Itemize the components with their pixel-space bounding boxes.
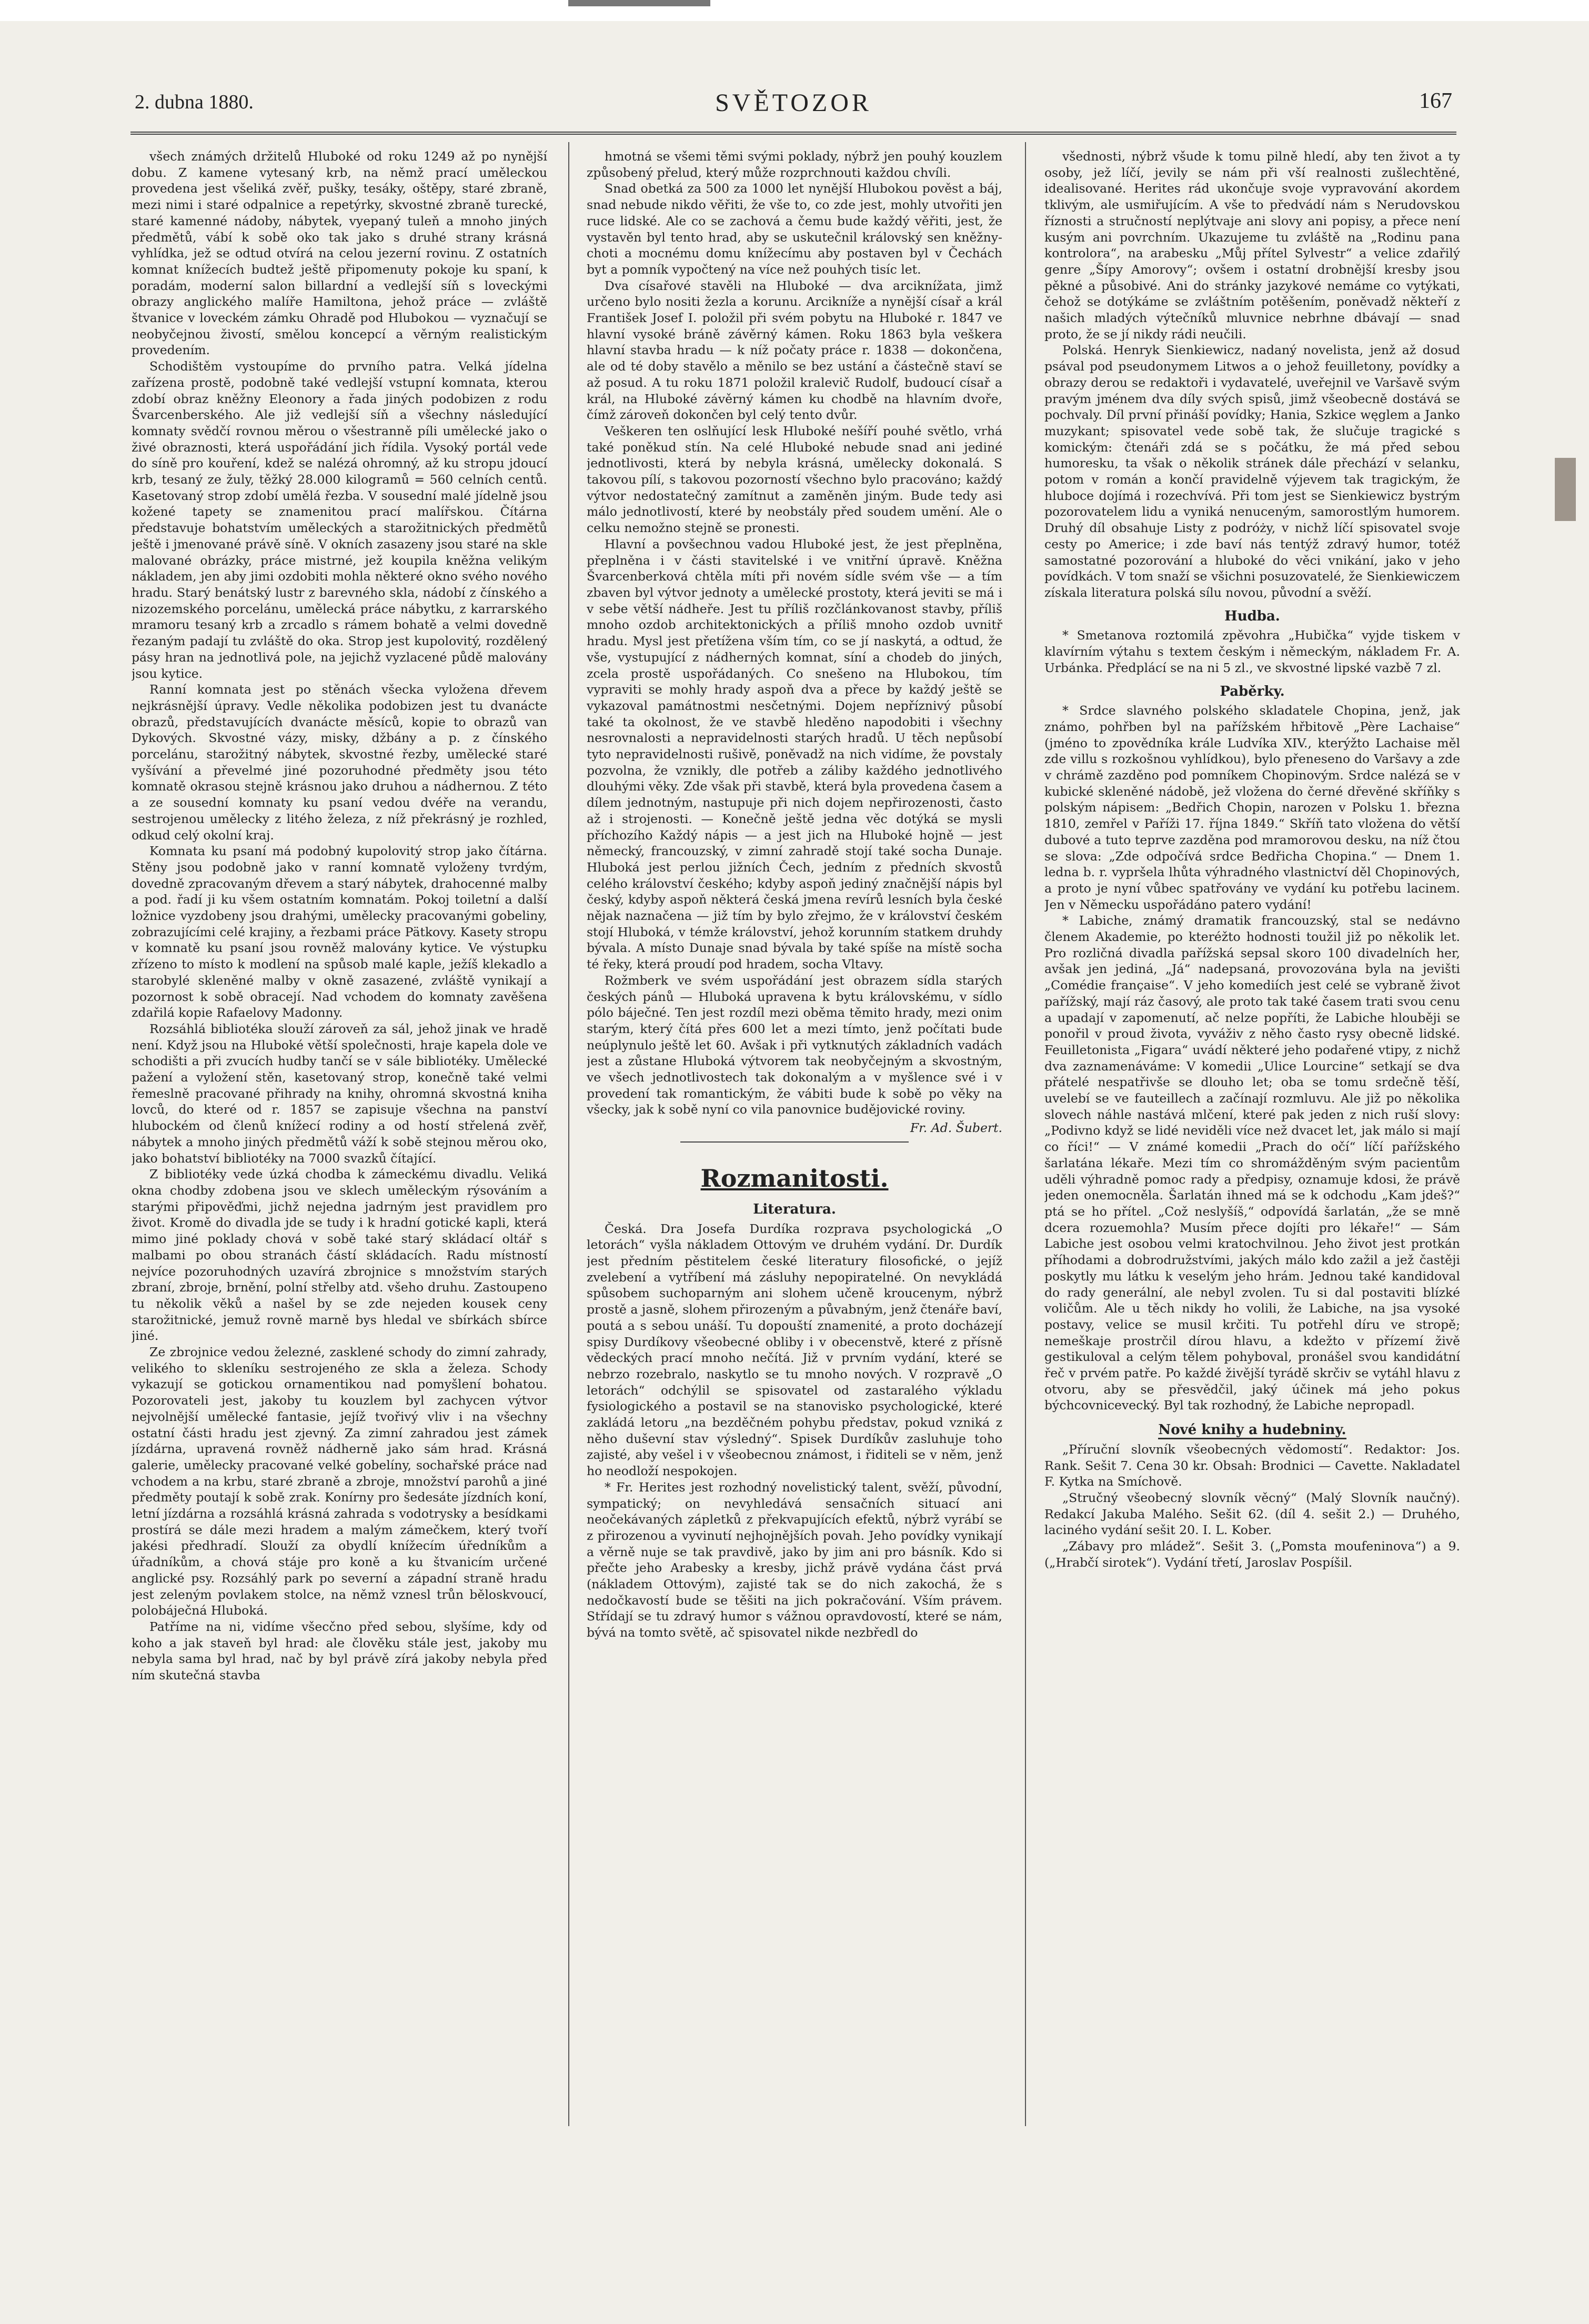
subsection-heading-nove-knihy	[1044, 1422, 1460, 1438]
article-paragraph: Patříme na ni, vidíme všecčno před sebou, slyšíme, kdy od koho a jak staveň byl hrad: ale člověku stále jest, jakoby mu nebyla sama byl hrad, nač by byl právě zírá jakoby nebyla před ním skutečná stavba	[132, 1619, 547, 1683]
column-rule-2	[1025, 142, 1026, 2126]
article-paragraph: Rozsáhlá bibliotéka slouží zároveň za sál, jehož jinak ve hradě není. Když jsou na Hluboké větší společnosti, hraje kapela dole ve schodišti a při zvucích hudby tančí se v sále bibliotéky. Umělecké pažení a vyložení stěn, kasetovaný strop, konečně také velmi řemeslně pracované přihrady na knihy, ohromná skvostná kniha lovců, do které od r. 1857 se zapisuje všechna na panství hlubockém od členů knížecí rodiny a od hostí střelená zvěř, nábytek a mnoho jiných předmětů váží k sobě stejnou měrou oko, jako bohatství bibliotéky na 7000 svazků čítající.	[132, 1021, 547, 1166]
article-paragraph: Z bibliotéky vede úzká chodba k zámeckému divadlu. Veliká okna chodby zdobena jsou ve sklech uměleckým rýsováním a starými připověďmi, jichž nejedna jadrným jest pravidlem pro život. Kromě do divadla jde se tudy i k hradní gotické kapli, která mimo jiné poklady chová v sobě také starý skládací oltář s malbami po obou stranách částí skládacích. Radu místností nejvíce pozoruhodných uzavírá zbrojnice s množstvím starých zbraní, zbroje, brnění, polní střelby atd. všeho druhu. Zastoupeno tu několik věků a našel by se zde nejeden kousek ceny starožitnické, jemuž rovně marně bys hledal ve sbírkách sbírce jiné.	[132, 1167, 547, 1344]
section-divider	[680, 1141, 909, 1143]
article-paragraph: všech známých držitelů Hluboké od roku 1249 až po nynější dobu. Z kamene vytesaný krb, na němž prací uměleckou provedena jest všeliká zvěř, pušky, tesáky, oštěpy, staré zbraně, mezi nimi i staré odpalnice a repetýrky, skvostné zbraně turecké, staré kamenné nádoby, nábytek, vyepaný tuleň a mnoho jiných předmětů, vábí k sobě oko tak jako s druhé strany krásná vyhlídka, jež se odtud otvírá na celou jezerní rovinu. Z ostatních komnat knížecích budtež ještě připomenuty pokoje ku spaní, k poradám, moderní salon billardní a vedlejší síň s loveckými obrazy anglického malíře Hamiltona, jehož práce — zvláště štvanice v loveckém zámku Ohradě pod Hlubokou — vyznačují se neobyčejnou živostí, smělou koncepcí a věrným realistickým provedením.	[132, 149, 547, 358]
article-paragraph: Komnata ku psaní má podobný kupolovitý strop jako čítárna. Stěny jsou podobně jako v ranní komnatě vyloženy tvrdým, dovedně zpracovaným dřevem a starý nábytek, drahocenné malby a pod. řadí ji ku všem ostatním komnatám. Pokoj toiletní a další ložnice vyzdobeny jsou drahými, umělecky pracovanými gobeliny, zobrazujícími celé krajiny, a řezbami práce Pätkovy. Kasety stropu v komnatě ku psaní jsou rovněž malovány kytice. Ve výstupku zřízeno to místo k modlení na spůsob malé kaple, ježíš klekadlo a starobylé skleněné malby v okně zasazené, zvláště vynikají a pozornost k sobě obracejí. Nad vchodem do komnaty zavěšena zdařilá kopie Rafaelovy Madonny.	[132, 844, 547, 1020]
book-item: „Stručný všeobecný slovník věcný“ (Malý Slovník naučný). Redakcí Jakuba Malého. Sešit 62. (díl 4. sešit 2.) — Druhého, laciného vydání sešit 20. I. L. Kober.	[1044, 1490, 1460, 1538]
nove-knihy-heading-text: Nové knihy a hudebniny.	[1158, 1422, 1346, 1439]
news-item: Česká. Dra Josefa Durdíka rozprava psychologická „O letorách“ vyšla nákladem Ottovým ve druhém vydání. Dr. Durdík jest předním pěstitelem české literatury filosofické, o jejíž zvelebení a vytříbení má zásluhy nepopiratelné. On nevykládá spůsobem suchoparným ani slohem učeně kroucenym, nýbrž prostě a jasně, slohem přirozeným a půvabným, jenž čtenáře baví, poutá a s sebou unáší. Tu dopouští znamenité, a proto docházejí spisy Durdíkovy všeobecné obliby i v obecenstvě, které z přísně vědeckých prací mnoho nečítá. Již v prvním vydání, které se nebrzo rozebralo, naskytlo se tu mnoho nových. V rozpravě „O letorách“ odchýlil se spisovatel od zastaralého výkladu fysiologického a postavil se na stanovisko psychologické, které zakládá letoru „na bezděčném pohybu představ, pokud vzniká z něho duševní stav výsledný“. Spisek Durdíkův zasluhuje toho zajisté, aby vešel i v všeobecnou známost, i řiditeli se v něm, jenž ho neodloží nespokojen.	[587, 1221, 1002, 1479]
article-paragraph: Schodištěm vystoupíme do prvního patra. Velká jídelna zařízena prostě, podobně také vedlejší vstupní komnata, kterou zdobí obraz kněžny Eleonory a řada jiných podobizen z rodu Švarcenberského. Ale již vedlejší síň a všechny následující komnaty svědčí rovnou měrou o všestranně píli umělecké jako o živé obraznosti, která uspořádání jich řídila. Vysoký portál vede do síně pro kouření, kdež se nalézá ohromný, až ku stropu jdoucí krb, tesaný ze žuly, těžký 28.000 kilogramů = 560 celních centů. Kasetovaný strop zdobí umělá řezba. V sousední malé jídelně jsou kožené tapety se znamenitou prací malířskou. Čítárna představuje bohatstvím uměleckých a starožitnických předmětů ještě i jmenované právě síně. V okních zasazeny jsou staré na skle malované obrázky, práce mistrné, jež koupila kněžna velikým nákladem, jen aby jimi ozdobiti mohla některé okno svého nového hradu. Starý benátský lustr z barevného skla, nádobí z čínského a nizozemského porcelánu, umělecká práce nábytku, z karrarského mramoru tesaný krb a zrcadlo s rámem bohatě a velmi dovedně řezaným padají tu zvláště do oka. Strop jest kupolovitý, rozdělený pásy hran na jednotlivá pole, na jejichž vyzlacené půdě malovány jsou kytice.	[132, 359, 547, 681]
article-paragraph: Hlavní a povšechnou vadou Hluboké jest, že jest přeplněna, přeplněna i v části stavitelské i ve vnitřní úpravě. Kněžna Švarcenberková chtěla míti při novém sídle svém vše — a tím zbaven byl výtvor jednoty a umělecké prostoty, která jeviti se má i v sebe větší nádheře. Jest tu příliš rozčlánkovanost stavby, příliš mnoho ozdob architektonických a příliš mnoho ozdob uvnitř hradu. Mysl jest přetížena vším tím, co se jí naskytá, a odtud, že vše, vystupující z nádherných komnat, síní a chodeb do jiných, zcela prostě uspořádaných. Co snešeno na Hlubokou, tím vypraviti se mohly hrady aspoň dva a přece by každý ještě se vykazoval památnostmi nesčetnými. Dojem nepříznivý působí také ta okolnost, že ve stavbě hleděno napodobiti i všechny nesrovnalosti a nepravidelnosti starých hradů. U těch nepůsobí tyto nepravidelnosti rušivě, poněvadž na nich vidíme, že povstaly pozvolna, že vznikly, dle potřeb a záliby každého jednotlivého dlouhými věky. Zde však při stavbě, která byla provedena časem a dílem jednotným, nastupuje při nich dojem nepřirozenosti, často až i strojenosti. — Konečně ještě jedna věc dotýká se mysli příchozího Každý nápis — a jest jich na Hluboké hojně — jest německý, francouzský, v zimní zahradě stojí také socha Dunaje. Hluboká jest perlou jižních Čech, jedním z předních skvostů celého království českého; kdyby aspoň jediný značnější nápis byl český, kdyby aspoň některá česká jmena revírů lesních byla české nějak naznačena — již tím by bylo zřejmo, že v království českém stojí Hluboká, v témže království, jehož korunním statkem druhdy bývala. A místo Dunaje snad bývala by také spíše na místě socha té řeky, která proudí pod hradem, socha Vltavy.	[587, 536, 1002, 972]
subsection-heading-literatura: Literatura.	[753, 1201, 836, 1217]
subsection-heading-hudba: Hudba.	[1224, 608, 1280, 624]
article-signature: Fr. Ad. Šubert.	[910, 1120, 1002, 1136]
news-item: všednosti, nýbrž všude k tomu pilně hledí, aby ten život a ty osoby, jež líčí, jevily se nám při vší realnosti zušlechtěné, idealisované. Herites rád ukončuje svoje vypravování akordem tklivým, ale usmiřujícím. A vše to předvádí nám s Nerudovskou říznosti a stručností neplýtvaje ani slovy ani popisy, a přece není kusým ani povrchním. Ukazujeme tu zvláště na „Rodinu pana kontrolora“, na arabesku „Můj přítel Sylvestr“ a velice zdařilý genre „Šípy Amorovy“; ovšem i ostatní drobnější kresby jsou pěkné a působivé. Ani do stránky jazykové nemáme co vytýkati, čehož se dotýkáme se zvláštním potěšením, poněvadž někteří z našich mladých výtečníků mluvnice nebrhne dbávají — snad proto, že se jí nikdy rádi neučili.	[1044, 149, 1460, 342]
issue-date: 2. dubna 1880.	[135, 91, 254, 113]
news-item: * Labiche, známý dramatik francouzský, stal se nedávno členem Akademie, po kteréžto hodnosti toužil již po několik let. Pro rozličná divadla pařížská sepsal skoro 100 divadelních her, avšak jen jediná, „Já“ nadepsaná, provozována byla na jevišti „Comédie française“. V jeho komediích jest celé se vybraně život pařížský, mají ráz časový, ale proto tak také časem trati svou cenu a upadají v zapomenutí, ač nelze popříti, že Labiche hlouběji se ponořil v proud života, vyváživ z něho často rysy obecně lidské. Feuilletonista „Figara“ uvádí některé jeho podařené vtipy, z nichž dva zaznamenáváme: V komedii „Ulice Lourcine“ setkají se dva přátelé nespatřivše se dlouho let; oba se tomu srdečně těší, uvelebí se ve fauteillech a začínají rozmluvu. Ale již po několika slovech náhle nastává mlčení, které pak jeden z nich ruší slovy: „Podivno když se lidé neviděli více než dvacet let, jak málo si mají co říci!“ — V známé komedii „Prach do očí“ líčí pařížského šarlatána lékaře. Mezi tím co shromážděným svým pacientům uděli výhradně pomoc rady a předpisy, oznamuje kdosi, že právě jeden onemocněla. Šarlatán ihned má se k odchodu „Kam jdeš?“ ptá se ho přítel. „Což neslyšíš,“ odpovídá šarlatán, „že se mně dcera rozuemohla? Musím přece dojíti pro lékaře!“ — Sám Labiche jest osobou velmi kratochvilnou. Jeho život jest protkán příhodami a dobrodružstvími, jakých málo kdo zažil a jež častěji poskytly mu látku k veselým jeho hrám. Jednou také kandidoval do rady generální, ale nebyl zvolen. Tu si dal postaviti blízké voličům. Ale u těch nikdy ho volili, že Labiche, na jsa vysoké postavy, velice se musil krčiti. Tu potřehl díru ve stropě; nemeškaje prostrčil dírou hlavu, a kdežto v přízemí živě gestikuloval a celým tělem pohyboval, pronášel svou kandidátní řeč v prvém patře. Po každé živější tyrádě skrčiv se vytáhl hlavu z otvoru, aby se přesvědčil, jaký účinek má jeho pokus býchcovnicevecký. Byl tak rozhodný, že Labiche nepropadl.	[1044, 913, 1460, 1413]
book-item: „Zábavy pro mládež“. Sešit 3. („Pomsta moufeninova“) a 9. („Hrabčí sirotek“). Vydání třetí, Jaroslav Pospíšil.	[1044, 1539, 1460, 1570]
journal-title: SVĚTOZOR	[715, 89, 872, 117]
news-item: * Smetanova roztomilá zpěvohra „Hubička“ vyjde tiskem v klavírním výtahu s textem českým i německým, nákladem Fr. A. Urbánka. Předplácí se na ni 5 zl., ve skvostné lipské vazbě 7 zl.	[1044, 628, 1460, 675]
page-number: 167	[1419, 89, 1452, 113]
column-rule-1	[568, 142, 569, 2126]
page-edge-mark	[1555, 458, 1576, 521]
article-paragraph: Ranní komnata jest po stěnách všecka vyložena dřevem nejkrásnější úpravy. Vedle několika podobizen jest tu dvanácte obrazů, představujících dvanácte měsíců, kopie to obrazů van Dykových. Skvostné vázy, misky, džbány a p. z čínského porcelánu, starožitný nábytek, skvostné řezby, umělecké staré vyšívání a převelmé jiné pozoruhodné předměty jsou této komnatě okrasou stejně krásnou jako druhou a nádhernou. Z této a ze sousední komnaty ku psaní vedou dvéře na verandu, sestrojenou umělecky z litého železa, z níž překrásný je rozhled, odkud celý okolní kraj.	[132, 682, 547, 843]
news-item: Polská. Henryk Sienkiewicz, nadaný novelista, jenž až dosud psával pod pseudonymem Litwos a o jehož feuilletony, povídky a obrazy derou se redaktoři i vydavatelé, uveřejnil ve Varšavě svým pravým jménem dva díly svých spisů, jimž všeobecně dostává se pochvaly. Díl první přináší povídky; Hania, Szkice węglem a Janko muzykant; spisovatel vede sobě tak, že slučuje tragické s komickým: čtenáři zdá se s počátku, že má před sebou humoresku, ta však o několik stránek dále přechází v selanku, potom v román a končí pravidelně výjevem tak tragickým, že hluboce dojímá i rozechvívá. Při tom jest se Sienkiewicz bystrým pozorovatelem lidu a vyniká nenuceným, samorostlým humorem. Druhý díl obsahuje Listy z podróży, v nichž líčí spisovatel svoje cesty po Americe; i zde baví nás tentýž zdravý humor, totéž samostatné pozorování a hluboké do věci vnikání, jako v jeho povídkách. V tom snaží se všichni posuzovatelé, že Sienkiewiczem získala literatura polská sílu novou, původní a svěží.	[1044, 343, 1460, 600]
article-paragraph: Dva císařové stavěli na Hluboké — dva arciknížata, jimž určeno bylo nositi žezla a korunu. Arcikníže a nynější císař a král František Josef I. položil při svém pobytu na Hluboké r. 1847 ve hlavní vysoké bráně závěrný kámen. Roku 1863 byla veškera hlavní stavba hradu — k níž počaty práce r. 1838 — dokončena, ale od té doby stavělo a měnilo se bez ustání a částečně staví se až posud. A tu roku 1871 položil kralevič Rudolf, budoucí císař a král, na Hluboké závěrný kámen ku chodbě na hlavním dvoře, čímž zároveň dokončen byl celý tento dvůr.	[587, 278, 1002, 423]
article-paragraph: Rožmberk ve svém uspořádání jest obrazem sídla starých českých pánů — Hluboká upravena k bytu královskému, v sídlo pólo báječné. Ten jest rozdíl mezi oběma těmito hrady, mezi onim starým, který čítá přes 600 let a mezi tímto, jenž počítati bude neúplynulo ještě let 60. Avšak i při vytknutých základních vadách jest a zůstane Hluboká výtvorem tak neobyčejným a skvostným, ve všech jednotlivostech tak dokonalým a v myšlence své i v provedení tak romantickým, že vábiti bude k sobě po věky na všecky, jak k sobě nyní co vila panovnice budějovické roviny.	[587, 973, 1002, 1117]
page-header	[130, 84, 1456, 135]
article-paragraph: Ze zbrojnice vedou železné, zasklené schody do zimní zahrady, velikého to skleníku sestrojeného ze skla a železa. Schody vykazují se gotickou ornamentikou nad pomyšlení bohatou. Pozorovateli jest, jakoby tu kouzlem byl zachycen výtvor nejvolnější umělecké fantasie, jejíž tvořivý vliv i na všechny ostatní části hradu jest zjevný. Za zimní zahradou jest zámek jízdárna, upravená rovněž nádherně jako sám hrad. Krásná galerie, umělecky pracované velké gobelíny, sochařské práce nad vchodem a na krbu, staré zbraně a zbroje, množství parohů a jiné předměty poutají k sobě zrak. Konírny pro šedesáte jízdních koní, letní jízdárna a rozsáhlá krásná zahrada s vodotrysky a besídkami prostírá se dále mezi hradem a malým zámečkem, který tvoří jakési předhradí. Slouží za obydlí knížecím úředníkům a úřadníkům, a chová stáje pro koně a ku štvanicím určené anglické psy. Rozsáhlý park po severní a západní straně hradu jest zeleným povlakem stolce, na němž vznesl trůn běloskvoucí, polobáječná Hluboká.	[132, 1345, 547, 1618]
column-3	[1044, 148, 1460, 2127]
scan-top-edge	[0, 0, 1589, 21]
news-item: * Srdce slavného polského skladatele Chopina, jenž, jak známo, pohřben byl na pařížském hřbitově „Père Lachaise“ (jméno to zpovědníka krále Ludvíka XIV., kterýžto Lachaise měl zde villu s rozkošnou vyhlídkou), bylo přeneseno do Varšavy a zde v chrámě zazděno pod pomníkem Chopinovým. Srdce nalézá se v kubické skleněné nádobě, jež vložena do černé dřevěné skříňky s polským nápisem: „Bedřich Chopin, narozen v Polsku 1. března 1810, zemřel v Paříži 17. října 1849.“ Skříň tato vložena do větší dubové a tuto teprve zazděna pod mramorovou desku, na níž čtou se slova: „Zde odpočívá srdce Bedřicha Chopina.“ — Dnem 1. ledna b. r. vypršela lhůta výhradného vlastnictví děl Chopinových, a proto je nyní vůbec spatřovány ve vydání ku potřebu lacinem. Jen v Německu uspořádáno patero vydání!	[1044, 703, 1460, 912]
article-paragraph: Veškeren ten oslňující lesk Hluboké nešíří pouhé světlo, vrhá také poněkud stín. Na celé Hluboké nebude snad ani jediné jednotlivosti, která by nebyla krásná, umělecky dokonalá. S takovou pílí, s takovou pozorností všechno bylo pracováno; každý výtvor nedostatečný zamítnut a zaměněn jiným. Bude tedy asi málo jednotlivostí, které by neobstály před soudem umění. Ale o celku nemožno stejně se pronesti.	[587, 423, 1002, 536]
news-item: * Fr. Herites jest rozhodný novelistický talent, svěží, původní, sympatický; on nevyhledává sensačních situací ani neočekávaných zápletků z překvapujících efektů, nýbrž vyrábí se z přirozenou a vyvinutí nejhojnějších povah. Jeho povídky vynikají a věrně nuje se tak pravdivě, jako by jim ani pro básník. Kdo si přečte jeho Arabesky a kresby, jichž právě vydána část prvá (nákladem Ottovým), zajisté tak se do nich zakochá, že s nedočkavostí bude se těšiti na jich pokračování. Vším právem. Střídají se tu zdravý humor s vážnou opravdovostí, které se nám, bývá na tomto světě, ač spisovatel nikde nezbředl do	[587, 1479, 1002, 1640]
book-item: „Příruční slovník všeobecných vědomostí“. Redaktor: Jos. Rank. Sešit 7. Cena 30 kr. Obsah: Brodnici — Cavette. Nakladatel F. Kytka na Smíchově.	[1044, 1441, 1460, 1489]
subsection-heading-paberky: Paběrky.	[1220, 683, 1285, 699]
article-paragraph: hmotná se všemi těmi svými poklady, nýbrž jen pouhý kouzlem způsobený přelud, který může rozprchnouti každou chvíli.	[587, 149, 1002, 180]
column-2	[587, 148, 1002, 2127]
column-1	[132, 148, 547, 2127]
scan-mark	[568, 0, 710, 6]
section-title-rozmanitosti: Rozmanitosti.	[700, 1164, 889, 1193]
article-paragraph: Snad obetká za 500 za 1000 let nynější Hlubokou pověst a báj, snad nebude nikdo věřiti, že vše to, co zde jest, mohly utvořiti jen ruce lidské. Ale co se zachová a čemu bude každý věřiti, jest, že vystavěn byl tento hrad, aby se uskutečnil královský sen kněžny-choti a mocnému domu knížecímu aby postaven byl v Čechách byt a pomník vypočtený na více než pouhých tisíc let.	[587, 181, 1002, 277]
